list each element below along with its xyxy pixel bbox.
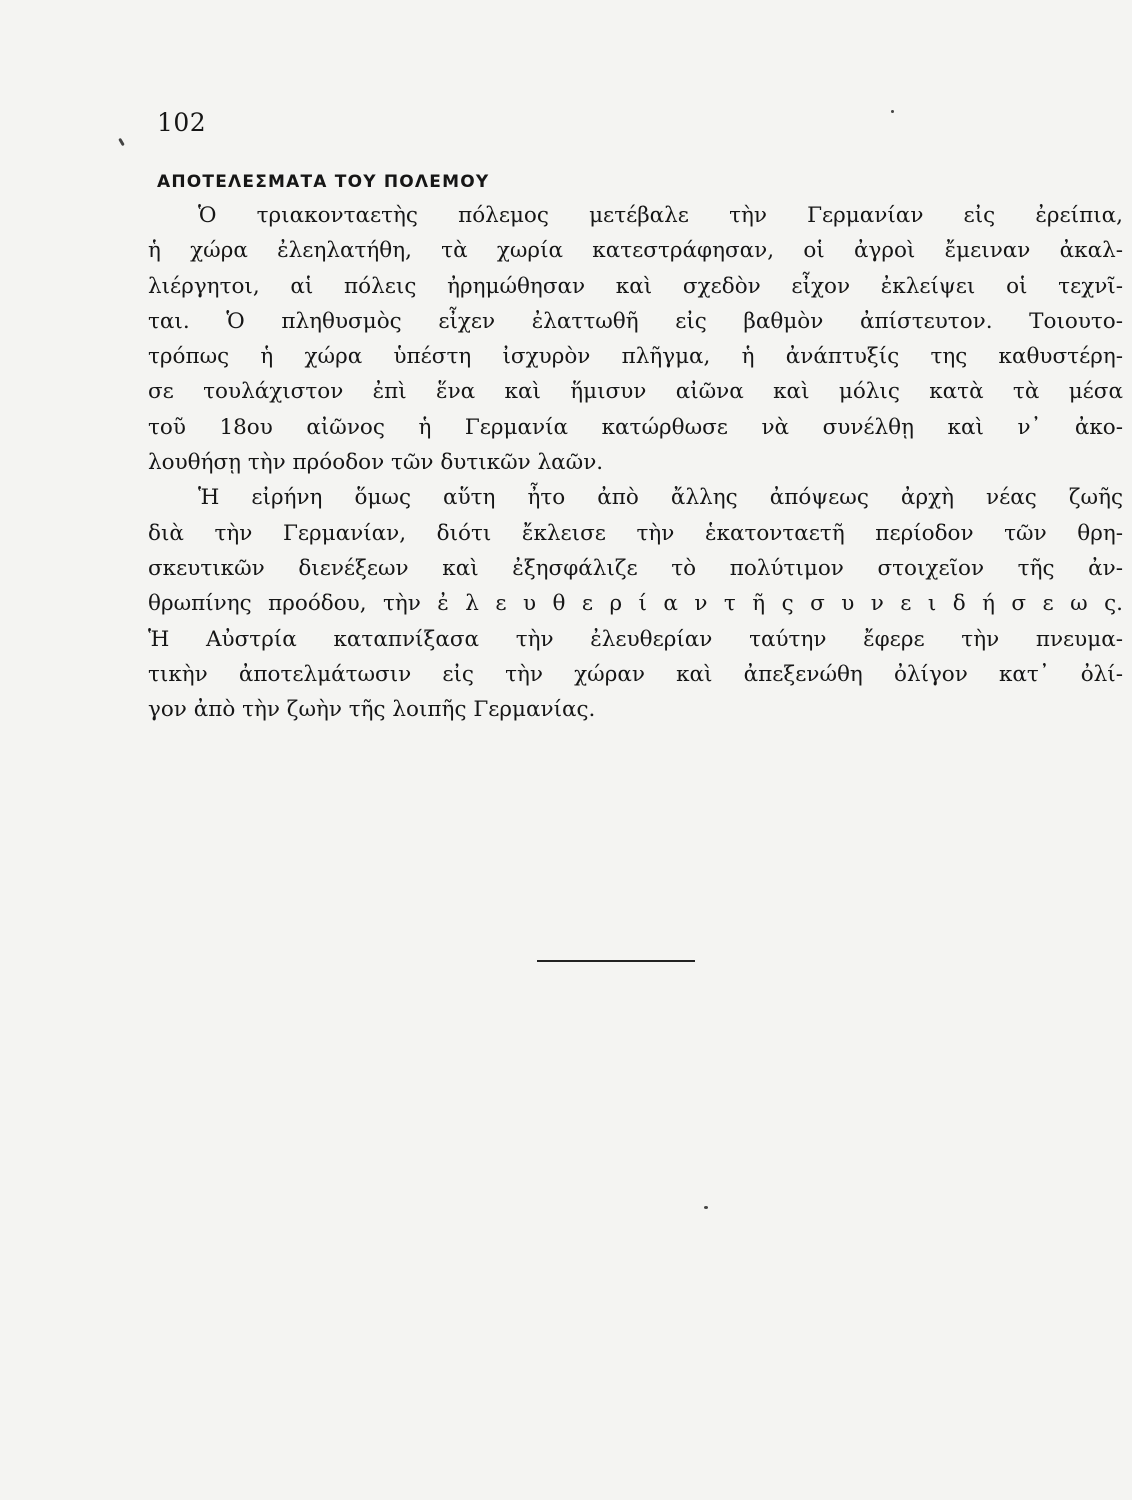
- text-line: τοῦ 18ου αἰῶνος ἡ Γερμανία κατώρθωσε νὰ συνέλθῃ καὶ ν᾿ ἀκο-: [148, 414, 1123, 440]
- text-line: γον ἀπὸ τὴν ζωὴν τῆς λοιπῆς Γερμανίας.: [148, 697, 596, 723]
- text-line: σε τουλάχιστον ἐπὶ ἕνα καὶ ἥμισυν αἰῶνα καὶ μόλις κατὰ τὰ μέσα: [148, 379, 1123, 405]
- scan-speck: [891, 110, 894, 113]
- text-line: λουθήσῃ τὴν πρόοδον τῶν δυτικῶν λαῶν.: [148, 450, 604, 476]
- end-rule: [537, 960, 695, 962]
- text-line: ται. Ὁ πληθυσμὸς εἶχεν ἐλαττωθῆ εἰς βαθμὸν ἀπίστευτον. Τοιουτο-: [148, 308, 1123, 334]
- scan-speck: [704, 1206, 708, 1209]
- text-line: Ὁ τριακονταετὴς πόλεμος μετέβαλε τὴν Γερμανίαν εἰς ἐρείπια,: [198, 203, 1123, 228]
- text-line: Ἡ εἰρήνη ὅμως αὕτη ἦτο ἀπὸ ἄλλης ἀπόψεως ἀρχὴ νέας ζωῆς: [198, 485, 1123, 511]
- scan-speck: [118, 138, 125, 146]
- text-line: ἡ χώρα ἐλεηλατήθη, τὰ χωρία κατεστράφησαν, οἱ ἀγροὶ ἔμειναν ἀκαλ-: [148, 238, 1123, 264]
- text-line: τρόπως ἡ χώρα ὑπέστη ἰσχυρὸν πλῆγμα, ἡ ἀνάπτυξίς της καθυστέρη-: [148, 344, 1123, 370]
- text-line: θρωπίνης προόδου, τὴν ἐ λ ε υ θ ε ρ ί α ν τ ῆ ς σ υ ν ε ι δ ή σ ε ω ς.: [148, 591, 1123, 617]
- text-line: λιέργητοι, αἱ πόλεις ἠρημώθησαν καὶ σχεδὸν εἶχον ἐκλείψει οἱ τεχνῖ-: [148, 273, 1123, 299]
- page-number: 102: [157, 108, 207, 137]
- paragraph-peace: [148, 480, 1123, 727]
- text-line: Ἡ Αὐστρία καταπνίξασα τὴν ἐλευθερίαν ταύτην ἔφερε τὴν πνευμα-: [148, 626, 1123, 652]
- text-line: τικὴν ἀποτελμάτωσιν εἰς τὴν χώραν καὶ ἀπεξενώθη ὀλίγον κατ᾿ ὀλί-: [148, 661, 1123, 687]
- text-line: διὰ τὴν Γερμανίαν, διότι ἔκλεισε τὴν ἑκατονταετῆ περίοδον τῶν θρη-: [148, 520, 1123, 546]
- text-line: σκευτικῶν διενέξεων καὶ ἐξησφάλιζε τὸ πολύτιμον στοιχεῖον τῆς ἀν-: [148, 555, 1123, 581]
- paragraph-thirty-years-war: [148, 198, 1123, 480]
- body-text: [148, 198, 1123, 727]
- section-heading: ΑΠΟΤΕΛΕΣΜΑΤΑ ΤΟΥ ΠΟΛΕΜΟΥ: [157, 172, 490, 192]
